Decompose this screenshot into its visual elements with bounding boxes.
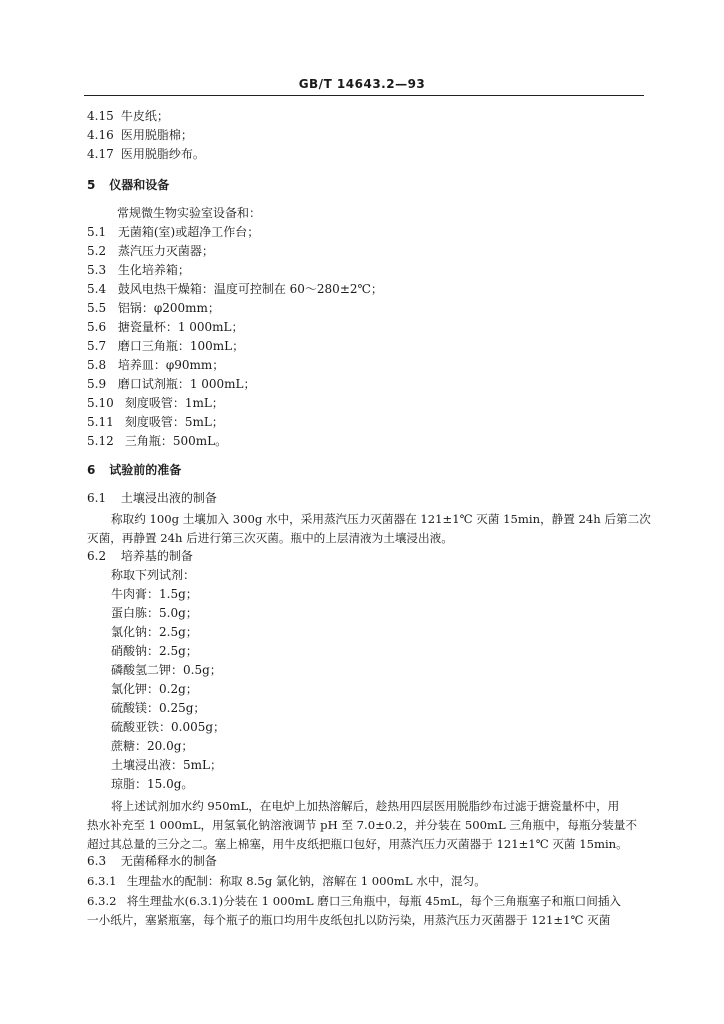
list-item <box>87 146 205 162</box>
item-number: 6.3.2 <box>87 894 117 908</box>
paragraph-line: 热水补充至 1 000mL，用氢氧化钠溶液调节 pH 至 7.0±0.2，并分装在 500mL 三角瓶中，每瓶分装量不 <box>87 818 637 832</box>
item-number: 4.17 <box>87 147 114 161</box>
paragraph-line: 将上述试剂加水约 950mL，在电炉上加热溶解后，趁热用四层医用脱脂纱布过滤于搪瓷量杯中，用 <box>111 799 620 813</box>
item-text: 磨口三角瓶：100mL； <box>117 339 245 353</box>
item-number: 5.8 <box>87 358 107 372</box>
subsection-title: 培养基的制备 <box>120 549 193 563</box>
item-text: 无菌箱(室)或超净工作台； <box>117 225 260 239</box>
item-text: 医用脱脂棉； <box>120 128 193 142</box>
item-number: 5.5 <box>87 301 107 315</box>
reagent-item: 氯化钾：0.2g； <box>111 682 198 696</box>
item-number: 4.15 <box>87 109 114 123</box>
item-number: 6.3.1 <box>87 874 117 888</box>
list-item <box>87 262 190 278</box>
paragraph-line: 超过其总量的三分之二。塞上棉塞，用牛皮纸把瓶口包好，用蒸汽压力灭菌器于 121±1℃ 灭菌 15min。 <box>87 837 628 851</box>
standard-code-header: GB/T 14643.2—93 <box>298 77 426 91</box>
item-text: 生理盐水的配制：称取 8.5g 氯化钠，溶解在 1 000mL 水中，混匀。 <box>126 874 486 888</box>
list-item <box>87 127 193 143</box>
item-text: 搪瓷量杯：1 000mL； <box>117 320 244 334</box>
reagent-item: 硫酸镁：0.25g； <box>111 701 206 715</box>
list-item <box>87 108 169 124</box>
item-text: 蒸汽压力灭菌器； <box>117 244 214 258</box>
item-text: 磨口试剂瓶：1 000mL； <box>117 377 256 391</box>
item-text: 医用脱脂纱布。 <box>120 147 205 161</box>
item-number: 5.12 <box>87 434 114 448</box>
list-item <box>87 873 486 889</box>
reagent-item: 蔗糖：20.0g； <box>111 739 194 753</box>
section-number: 6 <box>87 463 96 477</box>
item-text: 刻度吸管：1mL； <box>124 396 224 410</box>
item-number: 5.6 <box>87 320 107 334</box>
item-text: 刻度吸管：5mL； <box>124 415 224 429</box>
item-text: 培养皿：φ90mm； <box>117 358 225 372</box>
list-item <box>87 376 256 392</box>
list-item <box>87 414 224 430</box>
item-text: 铝锅：φ200mm； <box>117 301 220 315</box>
reagent-item: 氯化钠：2.5g； <box>111 625 198 639</box>
item-text: 三角瓶：500mL。 <box>124 434 228 448</box>
item-number: 5.1 <box>87 225 107 239</box>
paragraph-line: 称取约 100g 土壤加入 300g 水中，采用蒸汽压力灭菌器在 121±1℃ 灭菌 15min，静置 24h 后第二次 <box>111 512 651 526</box>
section-title: 试验前的准备 <box>109 463 182 477</box>
reagent-item: 蛋白胨：5.0g； <box>111 606 198 620</box>
subsection-title: 土壤浸出液的制备 <box>120 491 217 505</box>
list-item <box>87 224 259 240</box>
item-text: 将生理盐水(6.3.1)分装在 1 000mL 磨口三角瓶中，每瓶 45mL，每个三角瓶塞子和瓶口间插入 <box>126 894 622 908</box>
subsection-heading <box>87 490 217 506</box>
subsection-number: 6.2 <box>87 549 107 563</box>
intro-text: 称取下列试剂： <box>111 568 196 582</box>
section-title: 仪器和设备 <box>109 178 170 192</box>
section-heading <box>87 462 181 478</box>
item-number: 4.16 <box>87 128 114 142</box>
list-item <box>87 893 621 909</box>
item-text: 鼓风电热干燥箱：温度可控制在 60～280±2℃； <box>117 282 383 296</box>
reagent-item: 牛肉膏：1.5g； <box>111 587 198 601</box>
list-item <box>87 338 244 354</box>
list-item <box>87 300 220 316</box>
item-number: 5.7 <box>87 339 107 353</box>
list-item <box>87 281 383 297</box>
list-item <box>87 357 224 373</box>
subsection-heading <box>87 548 193 564</box>
list-item <box>87 433 227 449</box>
list-item <box>87 395 224 411</box>
item-number: 5.11 <box>87 415 114 429</box>
reagent-item: 硝酸钠：2.5g； <box>111 644 198 658</box>
item-text: 牛皮纸； <box>120 109 169 123</box>
item-number: 5.3 <box>87 263 107 277</box>
item-number: 5.10 <box>87 396 114 410</box>
item-number: 5.2 <box>87 244 107 258</box>
reagent-item: 磷酸氢二钾：0.5g； <box>111 663 222 677</box>
intro-text: 常规微生物实验室设备和： <box>117 206 262 220</box>
subsection-number: 6.1 <box>87 491 107 505</box>
item-number: 5.9 <box>87 377 107 391</box>
subsection-heading <box>87 853 217 869</box>
paragraph-line: 一小纸片，塞紧瓶塞，每个瓶子的瓶口均用牛皮纸包扎以防污染，用蒸汽压力灭菌器于 121±1℃ 灭菌 <box>87 913 611 927</box>
item-number: 5.4 <box>87 282 107 296</box>
section-number: 5 <box>87 178 96 192</box>
section-heading <box>87 177 169 193</box>
list-item <box>87 243 214 259</box>
subsection-title: 无菌稀释水的制备 <box>120 854 217 868</box>
list-item <box>87 319 244 335</box>
item-text: 生化培养箱； <box>117 263 190 277</box>
header-rule <box>84 95 644 96</box>
paragraph-line: 灭菌，再静置 24h 后进行第三次灭菌。瓶中的上层清液为土壤浸出液。 <box>87 531 453 545</box>
reagent-item: 琼脂：15.0g。 <box>111 777 194 791</box>
reagent-item: 土壤浸出液：5mL； <box>111 758 222 772</box>
subsection-number: 6.3 <box>87 854 107 868</box>
reagent-item: 硫酸亚铁：0.005g； <box>111 720 226 734</box>
